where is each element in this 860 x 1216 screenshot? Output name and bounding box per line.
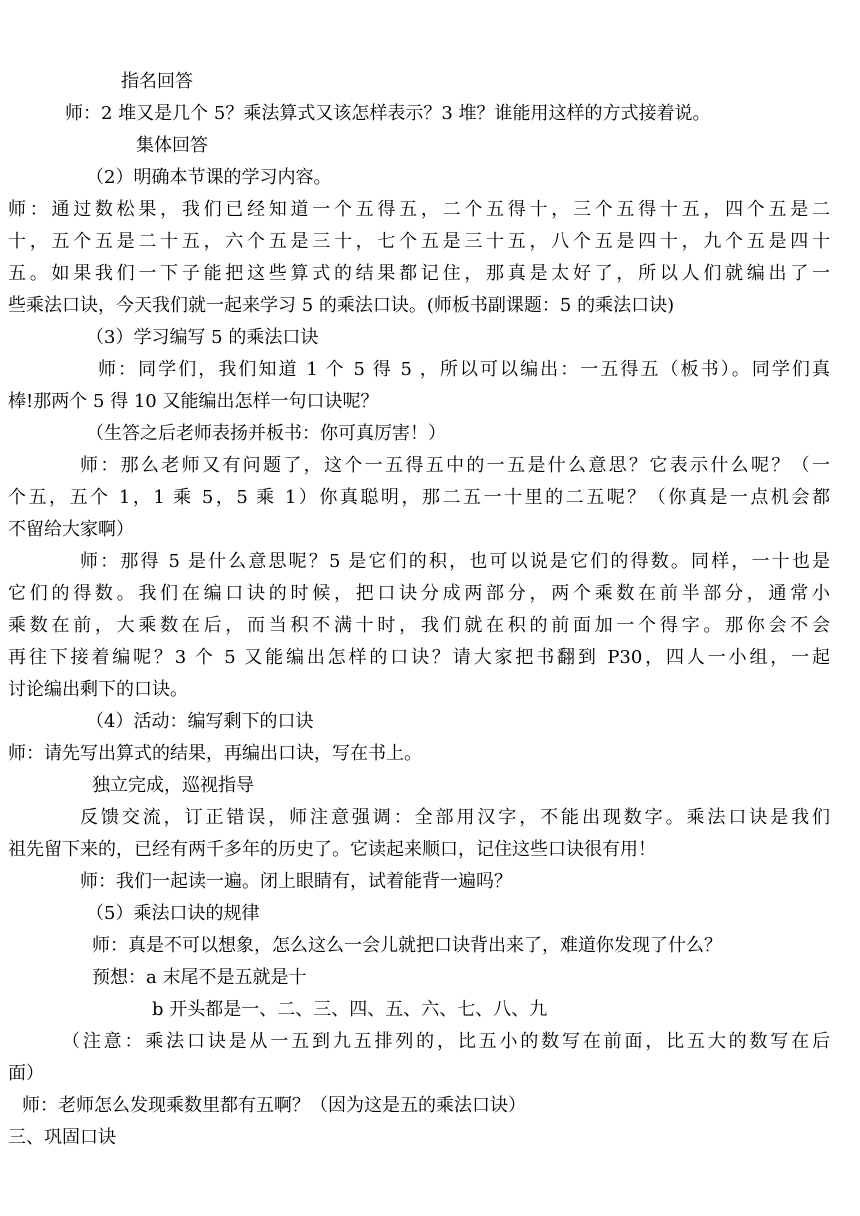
text-line: 棒!那两个 5 得 10 又能编出怎样一句口诀呢？ (8, 391, 379, 412)
text-line: 五。如果我们一下子能把这些算式的结果都记住，那真是太好了，所以人们就编出了一 (8, 263, 830, 284)
text-line: （注意：乘法口诀是从一五到九五排列的，比五小的数写在前面，比五大的数写在后 (62, 1031, 830, 1052)
text-line: 师：通过数松果，我们已经知道一个五得五，二个五得十，三个五得十五，四个五是二 (8, 199, 830, 220)
text-line: 反馈交流，订正错误，师注意强调：全部用汉字，不能出现数字。乘法口诀是我们 (80, 807, 830, 828)
text-line: 独立完成，巡视指导 (92, 775, 254, 796)
section-heading: （4）活动：编写剩下的口诀 (86, 711, 314, 732)
section-heading: （3）学习编写 5 的乘法口诀 (86, 327, 319, 348)
text-line: 面） (8, 1063, 44, 1084)
text-line: 师：那得 5 是什么意思呢？5 是它们的积，也可以说是它们的得数。同样，一十也是 (80, 551, 830, 572)
text-line: 个五，五个 1，1 乘 5，5 乘 1）你真聪明，那二五一十里的二五呢？（你真是一点机会都 (8, 487, 830, 508)
text-line: 师：请先写出算式的结果，再编出口诀，写在书上。 (8, 743, 422, 764)
text-line: 再往下接着编呢？3 个 5 又能编出怎样的口诀？请大家把书翻到 P30，四人一小组，一起 (8, 647, 830, 668)
text-line: 些乘法口诀，今天我们就一起来学习 5 的乘法口诀。(师板书副课题：5 的乘法口诀) (8, 295, 675, 316)
text-line: 师：我们一起读一遍。闭上眼睛有，试着能背一遍吗？ (80, 871, 512, 892)
text-line: 师：真是不可以想象，怎么这么一会儿就把口诀背出来了，难道你发现了什么？ (92, 935, 722, 956)
text-line: 不留给大家啊） (8, 519, 134, 540)
text-line: 集体回答 (136, 135, 208, 156)
text-line: 师：同学们，我们知道 1 个 5 得 5 ，所以可以编出：一五得五（板书）。同学们真 (98, 359, 830, 380)
text-line: 十，五个五是二十五，六个五是三十，七个五是三十五，八个五是四十，九个五是四十 (8, 231, 830, 252)
text-line: 师：2 堆又是几个 5？乘法算式又该怎样表示？3 堆？谁能用这样的方式接着说。 (65, 103, 711, 124)
text-line: 乘数在前，大乘数在后，而当积不满十时，我们就在积的前面加一个得字。那你会不会 (8, 615, 830, 636)
text-line: 讨论编出剩下的口诀。 (8, 679, 188, 700)
text-line: 预想：a 末尾不是五就是十 (92, 967, 307, 988)
section-heading: （5）乘法口诀的规律 (86, 903, 260, 924)
text-line: 它们的得数。我们在编口诀的时候，把口诀分成两部分，两个乘数在前半部分，通常小 (8, 583, 830, 604)
section-heading: （2）明确本节课的学习内容。 (86, 167, 332, 188)
text-line: （生答之后老师表扬并板书：你可真厉害！） (86, 423, 446, 444)
text-line: 师：老师怎么发现乘数里都有五啊？（因为这是五的乘法口诀） (22, 1095, 526, 1116)
text-line: 祖先留下来的，已经有两千多年的历史了。它读起来顺口，记住这些口诀很有用！ (8, 839, 656, 860)
text-line: 师：那么老师又有问题了，这个一五得五中的一五是什么意思？它表示什么呢？（一 (80, 455, 830, 476)
text-line: 指名回答 (121, 71, 193, 92)
text-line: b 开头都是一、二、三、四、五、六、七、八、九 (152, 999, 548, 1020)
section-heading: 三、巩固口诀 (8, 1127, 116, 1148)
